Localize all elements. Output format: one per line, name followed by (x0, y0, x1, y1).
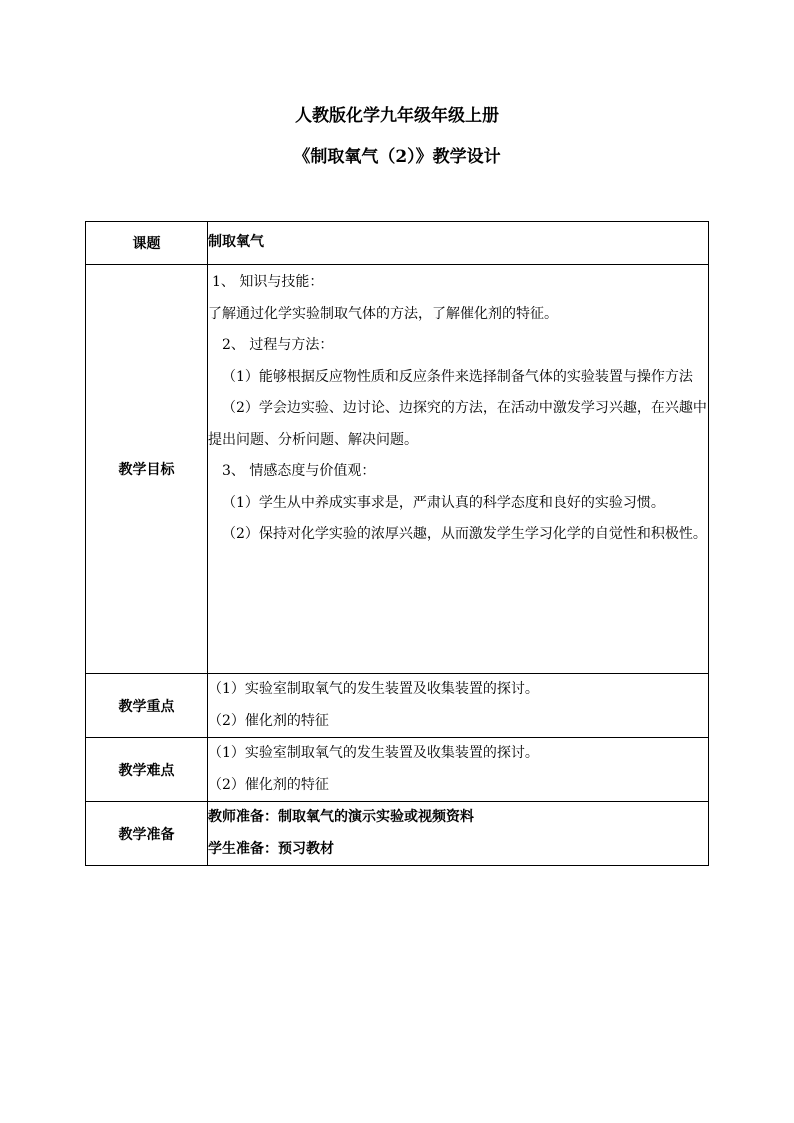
difficulties-label: 教学难点 (86, 738, 208, 802)
key-points-item2: （2）催化剂的特征 (208, 712, 329, 729)
difficulties-item1: （1）实验室制取氧气的发生装置及收集装置的探讨。 (208, 745, 539, 761)
table-row-difficulties (86, 738, 709, 802)
table-row-topic (86, 222, 709, 265)
goals-section1-title: 1、 知识与技能： (212, 274, 324, 290)
preparation-teacher: 教师准备：制取氧气的演示实验或视频资料 (208, 809, 474, 825)
goals-cell (208, 265, 709, 674)
topic-cell (208, 222, 709, 265)
table-row-goals (86, 265, 709, 674)
topic-label: 课题 (86, 222, 208, 265)
goals-section2-title: 2、 过程与方法： (222, 337, 334, 353)
difficulties-cell (208, 738, 709, 802)
document-title-line2: 《制取氧气（2）》教学设计 (293, 147, 501, 167)
table-row-preparation (86, 802, 709, 866)
goals-section3-item2: （2）保持对化学实验的浓厚兴趣，从而激发学生学习化学的自觉性和积极性。 (222, 526, 707, 542)
goals-section1-text: 了解通过化学实验制取气体的方法，了解催化剂的特征。 (208, 305, 558, 322)
preparation-cell (208, 802, 709, 866)
topic-value: 制取氧气 (208, 234, 264, 251)
lesson-plan-table (85, 221, 709, 866)
key-points-label: 教学重点 (86, 674, 208, 738)
goals-section2-item1: （1）能够根据反应物性质和反应条件来选择制备气体的实验装置与操作方法 (222, 368, 693, 385)
goals-section3-item1: （1）学生从中养成实事求是，严肃认真的科学态度和良好的实验习惯。 (222, 494, 665, 511)
table-row-key-points (86, 674, 709, 738)
key-points-cell (208, 674, 709, 738)
preparation-student: 学生准备：预习教材 (208, 840, 334, 857)
key-points-item1: （1）实验室制取氧气的发生装置及收集装置的探讨。 (208, 681, 539, 697)
difficulties-item2: （2）催化剂的特征 (208, 776, 329, 793)
document-title-line1: 人教版化学九年级年级上册 (295, 106, 499, 126)
goals-label: 教学目标 (86, 265, 208, 674)
goals-section2-item2: （2）学会边实验、边讨论、边探究的方法，在活动中激发学习兴趣，在兴趣中提出问题、分析问题、解决问题。 (208, 400, 707, 448)
preparation-label: 教学准备 (86, 802, 208, 866)
goals-section3-title: 3、 情感态度与价值观： (222, 463, 376, 479)
